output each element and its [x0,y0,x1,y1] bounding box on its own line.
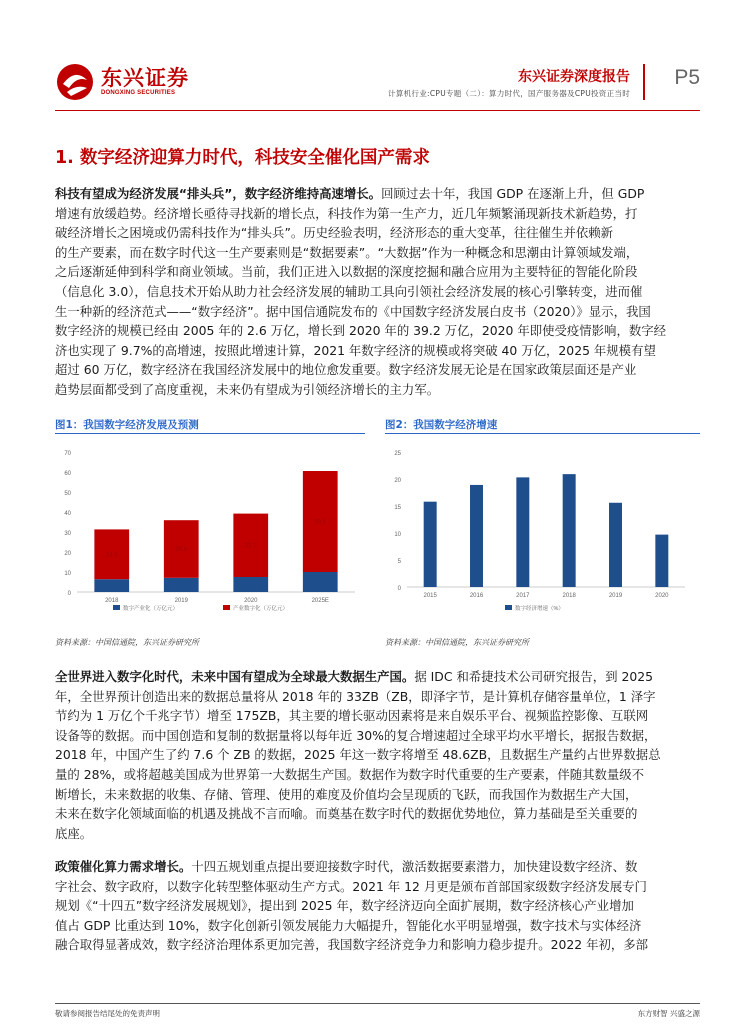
footer-disclaimer: 敬请参阅报告结尾处的免责声明 [55,1009,160,1018]
x-tick-label: 2025E [311,598,329,604]
bar-数字经济增速（%）-2017 [516,477,529,587]
figure1-rule [55,433,365,434]
y-tick-label: 15 [394,505,401,511]
page-header [55,60,700,106]
para-line: 数字经济的规模已经由 2005 年的 2.6 万亿，增长到 2020 年的 39.2 万亿，2020 年即使受疫情影响，数字经 [55,323,667,339]
chart2-svg [385,440,700,630]
y-tick-label: 20 [64,551,71,557]
para-line: 字社会、数字政府，以数字化转型整体驱动生产方式。2021 年 12 月更是颁布首部国家级数字经济发展专门 [55,878,647,894]
para-line: 断增长，未来数据的收集、存储、管理、使用的难度及价值均会呈现质的飞跃，而我国作为数据生产大国， [55,786,638,802]
para-line: 科技有望成为经济发展“排头兵”，数字经济维持高速增长。回顾过去十年，我国 GDP 在逐渐上升，但 GDP [55,186,645,201]
bar-数字产业化（万亿元）-2018 [94,579,129,592]
legend-label: 数字经济增速（%） [515,606,564,612]
bar-数字产业化（万亿元）-2020 [233,577,268,592]
para-lead: 全世界进入数字化时代，未来中国有望成为全球最大数据生产国。 [55,669,415,684]
x-tick-label: 2019 [174,598,188,604]
figure1-chart [55,440,365,634]
legend-swatch [505,605,512,610]
y-tick-label: 5 [397,559,401,565]
x-tick-label: 2020 [655,593,669,599]
bar-value-label: 31.7 [244,543,257,550]
figure2-rule [385,433,700,434]
para-line: 增速有放缓趋势。经济增长亟待寻找新的增长点，科技作为第一生产力，近几年频繁涌现新技术新趋势，打 [55,205,638,221]
para-line: 破经济增长之困境或仍需科技作为“排头兵”。历史经验表明，经济形态的重大变革，往往催生并依赖新 [55,225,614,241]
bar-value-label: 24.9 [105,552,118,559]
footer-slogan: 东方财智 兴盛之源 [637,1009,700,1018]
header-rule [55,110,700,111]
legend-swatch [113,605,120,610]
x-tick-label: 2020 [244,598,258,604]
x-tick-label: 2016 [469,593,484,599]
para-line: 全世界进入数字化时代，未来中国有望成为全球最大数据生产国。据 IDC 和希捷技术公司研究报告，到 2025 [55,669,653,684]
report-title: 东兴证券深度报告 [518,69,630,85]
bar-数字经济增速（%）-2019 [609,503,622,587]
bar-数字经济增速（%）-2015 [424,502,437,587]
para-line: 规划《“十四五”数字经济发展规划》，提出到 2025 年，数字经济迈向全面扩展期，数字经济核心产业增加 [55,898,634,914]
x-tick-label: 2019 [608,593,623,599]
para-line: 济也实现了 9.7%的高增速，按照此增速计算，2021 年数字经济的规模或将突破 40 万亿，2025 年规模有望 [55,342,656,358]
x-tick-label: 2018 [105,598,119,604]
y-tick-label: 70 [64,451,71,457]
figure1-caption: 图1：我国数字经济发展及预测 [55,419,199,431]
y-tick-label: 0 [67,591,71,597]
x-tick-label: 2018 [562,593,576,599]
y-tick-label: 60 [64,471,71,477]
legend-swatch [223,605,230,610]
para-lead: 科技有望成为经济发展“排头兵”，数字经济维持高速增长。 [55,186,382,201]
logo-en-text: DONGXING SECURITIES [101,90,176,96]
figure2-chart [385,440,700,634]
para-line: 趋势层面都受到了高度重视，未来仍有望成为引领经济增长的主力军。 [55,381,440,397]
para-line: 值占 GDP 比重达到 10%，数字化创新引领发展能力大幅提升，智能化水平明显增强，数字技术与实体经济 [55,917,642,933]
para-line: 未来在数字化领域面临的机遇及挑战不言而喻。而奠基在数字时代的数据优势地位，算力基础是至关重要的 [55,806,638,822]
y-tick-label: 40 [64,511,71,517]
para-line: 底座。 [55,825,93,841]
legend-label: 数字产业化（万亿元） [123,606,179,612]
para-lead: 政策催化算力需求增长。 [55,859,192,874]
section-title: 1. 数字经济迎算力时代，科技安全催化国产需求 [55,148,430,168]
paragraph-digital-economy [55,184,700,400]
bar-value-label: 28.8 [175,547,188,553]
para-line: 之后逐渐延伸到科学和商业领域。当前，我们正进入以数据的深度挖掘和融合应用为主要特征的智能化阶段 [55,264,638,280]
y-tick-label: 10 [64,571,71,577]
para-line: 节约为 1 万亿个千兆字节）增至 175ZB，其主要的增长驱动因素将是来自娱乐平台、视频监控影像、互联网 [55,708,649,724]
bar-数字经济增速（%）-2020 [655,535,668,587]
footer-rule [55,1003,700,1004]
para-line: 超过 60 万亿，数字经济在我国经济发展中的地位愈发重要。数字经济发展无论是在国家政策层面还是产业 [55,362,637,378]
y-tick-label: 10 [394,532,401,538]
para-line: 融合取得显著成效，数字经济治理体系更加完善，我国数字经济竞争力和影响力稳步提升。2022 年初，多部 [55,937,649,953]
y-tick-label: 30 [64,531,71,537]
legend-label: 产业数字化（万亿元） [233,606,289,612]
para-line: 量的 28%，或将超越美国成为世界第一大数据生产国。数据作为数字时代重要的生产要素，伴随其数量级不 [55,766,645,782]
bar-value-label: 50.5 [314,519,327,526]
bar-数字产业化（万亿元）-2019 [164,578,199,592]
y-tick-label: 20 [394,478,401,484]
para-line: 设备等的数据。而中国创造和复制的数据量将以每年近 30%的复合增速超过全球平均水平增长，据报告数据， [55,727,657,743]
para-line: （信息化 3.0），信息技术开始从助力社会经济发展的辅助工具向引领社会经济发展的核心引擎转变，进而催 [55,283,643,299]
y-tick-label: 25 [394,451,401,457]
para-line: 政策催化算力需求增长。十四五规划重点提出要迎接数字时代，激活数据要素潜力，加快建设数字经济、数 [55,859,638,874]
paragraph-policy [55,857,700,955]
figure2-source: 资料来源：中国信通院，东兴证券研究所 [385,638,529,647]
logo-cn-text: 东兴证券 [101,66,189,90]
figure2-caption: 图2：我国数字经济增速 [385,419,498,431]
x-tick-label: 2017 [516,593,530,599]
bar-数字产业化（万亿元）-2025E [303,572,338,592]
y-tick-label: 50 [64,491,71,497]
para-line: 生一种新的经济范式——“数字经济”。据中国信通院发布的《中国数字经济发展白皮书（2020）》显示，我国 [55,303,651,319]
chart1-svg [55,440,365,630]
logo-mark-icon [55,62,95,102]
para-line: 年，全世界预计创造出来的数据总量将从 2018 年的 33ZB（ZB，即泽字节，是计算机存储容量单位，1 泽字 [55,688,656,704]
bar-数字经济增速（%）-2018 [563,474,576,587]
para-line: 的生产要素，而在数字时代这一生产要素则是“数据要素”。“大数据”作为一种概念和思潮由计算领域发端， [55,244,639,260]
page-number: P5 [674,66,700,89]
paragraph-data-production [55,667,700,843]
figure1-source: 资料来源：中国信通院，东兴证券研究所 [55,638,199,647]
x-tick-label: 2015 [423,593,437,599]
report-subtitle: 计算机行业:CPU专题（二）：算力时代，国产服务器及CPU投资正当时 [388,89,630,98]
para-line: 2018 年，中国产生了约 7.6 个 ZB 的数据，2025 年这一数字将增至 48.6ZB，且数据生产量约占世界数据总 [55,747,661,763]
header-divider [643,64,645,100]
bar-数字经济增速（%）-2016 [470,485,483,587]
company-logo [55,60,205,106]
y-tick-label: 0 [397,586,401,592]
